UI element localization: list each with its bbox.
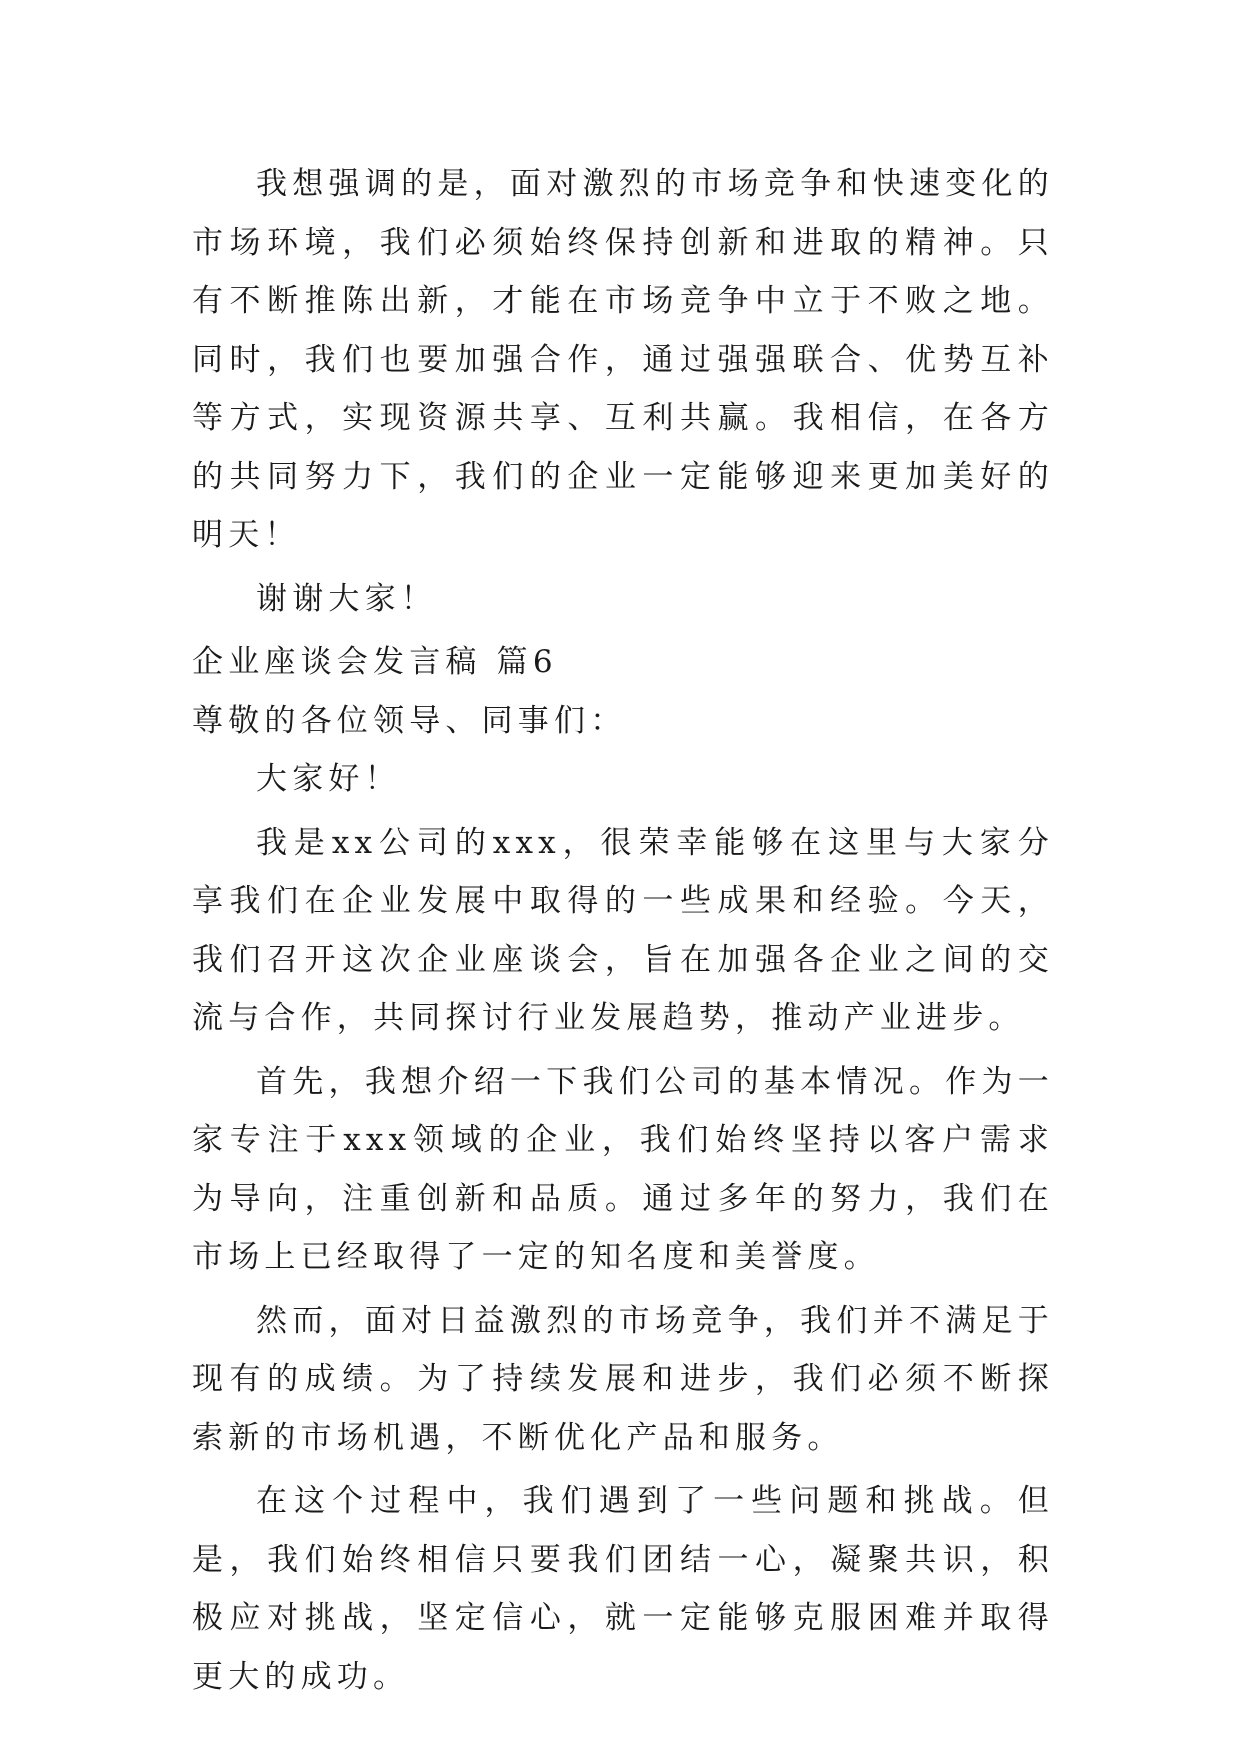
paragraph-innovation: 我想强调的是，面对激烈的市场竞争和快速变化的市场环境，我们必须始终保持创新和进取的精神。只有不断推陈出新，才能在市场竞争中立于不败之地。同时，我们也要加强合作，通过强强联合、优势互补等方式，实现资源共享、互利共赢。我相信，在各方的共同努力下，我们的企业一定能够迎来更加美好的明天！ bbox=[192, 166, 1054, 553]
paragraph-competition: 然而，面对日益激烈的市场竞争，我们并不满足于现有的成绩。为了持续发展和进步，我们必须不断探索新的市场机遇，不断优化产品和服务。 bbox=[192, 1302, 1054, 1456]
closing-thanks: 谢谢大家！ bbox=[256, 580, 437, 617]
document-body bbox=[192, 155, 1054, 1711]
greeting: 大家好！ bbox=[256, 761, 401, 797]
paragraph-introduction: 我是xx公司的xxx，很荣幸能够在这里与大家分享我们在企业发展中取得的一些成果和经验。今天，我们召开这次企业座谈会，旨在加强各企业之间的交流与合作，共同探讨行业发展趋势，推动产业进步。 bbox=[192, 824, 1054, 1036]
paragraph-company-overview: 首先，我想介绍一下我们公司的基本情况。作为一家专注于xxx领域的企业，我们始终坚持以客户需求为导向，注重创新和品质。通过多年的努力，我们在市场上已经取得了一定的知名度和美誉度。 bbox=[192, 1063, 1054, 1275]
section-title: 企业座谈会发言稿 篇6 bbox=[192, 644, 558, 680]
paragraph-challenges: 在这个过程中，我们遇到了一些问题和挑战。但是，我们始终相信只要我们团结一心，凝聚共识，积极应对挑战，坚定信心，就一定能够克服困难并取得更大的成功。 bbox=[192, 1483, 1054, 1695]
salutation: 尊敬的各位领导、同事们： bbox=[192, 702, 627, 739]
